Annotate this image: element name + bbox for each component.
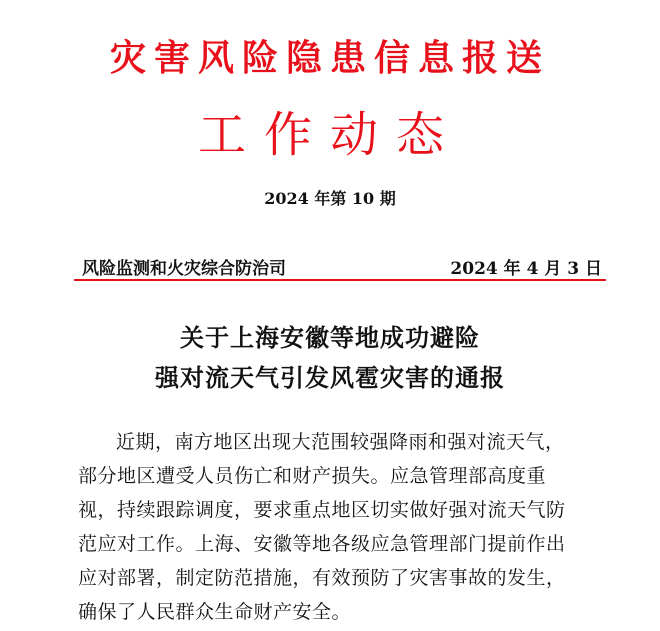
body-line: 应对部署，制定防范措施，有效预防了灾害事故的发生， bbox=[78, 567, 566, 589]
body-line: 部分地区遭受人员伤亡和财产损失。应急管理部高度重 bbox=[78, 465, 547, 487]
masthead-title: 灾害风险隐患信息报送 bbox=[109, 37, 550, 79]
meta-row bbox=[74, 254, 602, 278]
issue-date: 2024 年 4 月 3 日 bbox=[450, 259, 602, 279]
body-line: 视，持续跟踪调度，要求重点地区切实做好强对流天气防 bbox=[78, 499, 566, 521]
body-line: 确保了人民群众生命财产安全。 bbox=[78, 601, 352, 623]
notice-body bbox=[78, 425, 618, 629]
issue-number: 2024 年第 10 期 bbox=[264, 189, 396, 208]
notice-title-line-2: 强对流天气引发风雹灾害的通报 bbox=[155, 363, 505, 392]
body-line: 范应对工作。上海、安徽等地各级应急管理部门提前作出 bbox=[78, 533, 566, 555]
issuer-department: 风险监测和火灾综合防治司 bbox=[82, 259, 286, 279]
masthead-subtitle: 工作动态 bbox=[197, 107, 462, 163]
body-line: 近期，南方地区出现大范围较强降雨和强对流天气， bbox=[116, 431, 565, 453]
red-divider bbox=[74, 279, 606, 281]
notice-title-line-1: 关于上海安徽等地成功避险 bbox=[180, 323, 480, 352]
